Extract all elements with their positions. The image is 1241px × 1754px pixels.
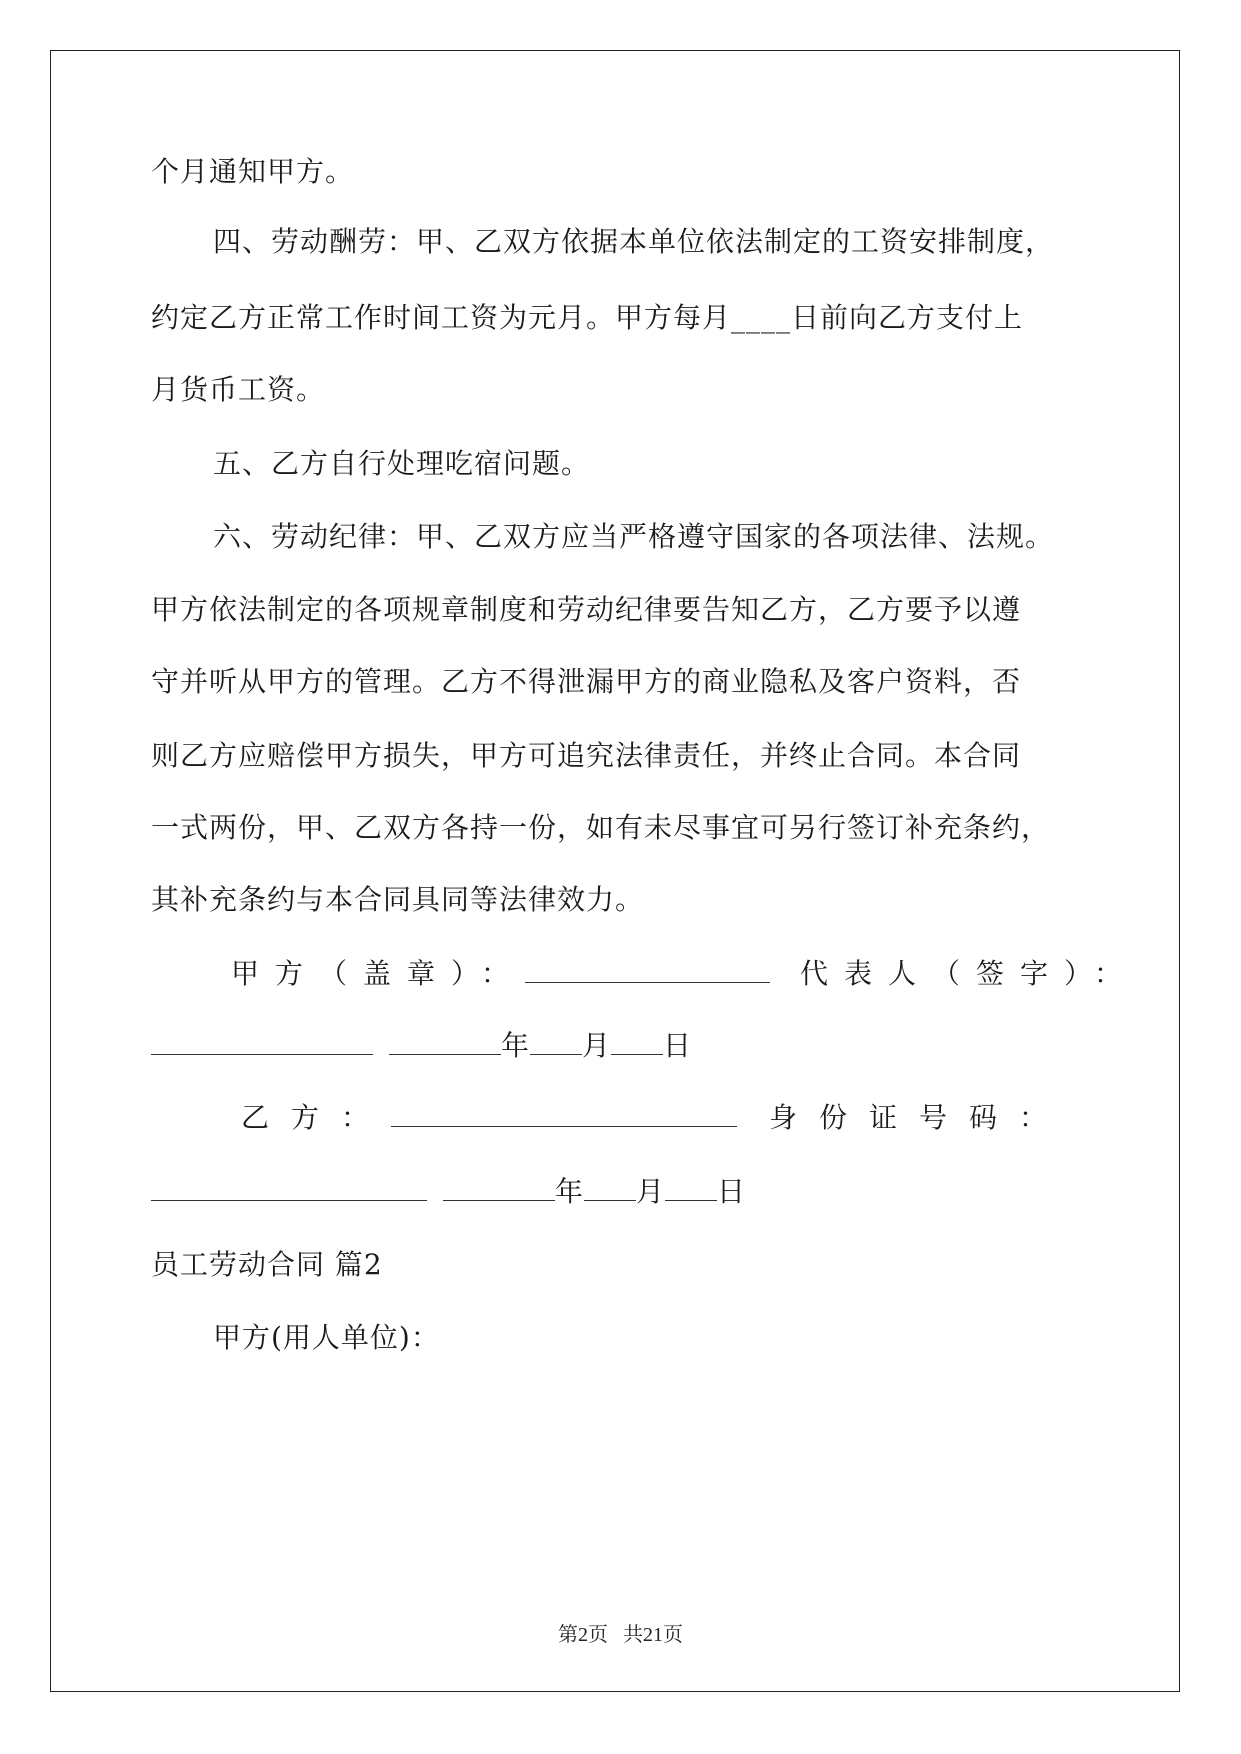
paragraph-line: 六、劳动纪律：甲、乙双方应当严格遵守国家的各项法律、法规。 xyxy=(213,520,1055,553)
paragraph-line: 则乙方应赔偿甲方损失，甲方可追究法律责任，并终止合同。本合同 xyxy=(151,739,1022,772)
paragraph-line: 一式两份，甲、乙双方各持一份，如有未尽事宜可另行签订补充条约， xyxy=(151,811,1051,844)
id-number-label: 身份证号码： xyxy=(769,1101,1070,1134)
date-day-blank xyxy=(611,1028,663,1055)
paragraph-line: 守并听从甲方的管理。乙方不得泄漏甲方的商业隐私及客户资料，否 xyxy=(151,665,1022,698)
signature-a-date-row xyxy=(151,1026,692,1066)
page-number: 第2页 共21页 xyxy=(558,1624,683,1646)
paragraph-line: 四、劳动酬劳：甲、乙双方依据本单位依法制定的工资安排制度， xyxy=(213,225,1055,258)
date-year-blank xyxy=(389,1028,501,1055)
date-month-label: 月 xyxy=(636,1175,666,1208)
page-frame xyxy=(50,50,1180,1692)
party-a-blank xyxy=(525,956,770,983)
paragraph-line: 约定乙方正常工作时间工资为元月。甲方每月____日前向乙方支付上 xyxy=(151,301,1024,334)
date-day-blank xyxy=(665,1174,717,1201)
employer-label: 甲方(用人单位)： xyxy=(213,1321,440,1354)
party-b-label: 乙方： xyxy=(241,1101,392,1134)
paragraph-line: 其补充条约与本合同具同等法律效力。 xyxy=(151,883,645,916)
date-month-label: 月 xyxy=(582,1029,612,1062)
paragraph-line: 月货币工资。 xyxy=(151,373,326,406)
date-day-label: 日 xyxy=(717,1175,747,1208)
signature-a-row xyxy=(231,954,1138,994)
party-b-blank xyxy=(391,1100,737,1127)
representative-blank xyxy=(151,1028,373,1055)
signature-b-row xyxy=(241,1098,1069,1138)
section-title: 员工劳动合同 篇2 xyxy=(151,1248,383,1281)
date-month-blank xyxy=(584,1174,636,1201)
paragraph-line: 甲方依法制定的各项规章制度和劳动纪律要告知乙方，乙方要予以遵 xyxy=(151,593,1022,626)
date-year-blank xyxy=(443,1174,555,1201)
date-year-label: 年 xyxy=(555,1175,585,1208)
date-day-label: 日 xyxy=(663,1029,693,1062)
date-year-label: 年 xyxy=(501,1029,531,1062)
date-month-blank xyxy=(530,1028,582,1055)
paragraph-line: 个月通知甲方。 xyxy=(151,155,355,188)
paragraph-line: 五、乙方自行处理吃宿问题。 xyxy=(213,447,591,480)
representative-label: 代表人（签字）： xyxy=(800,957,1139,990)
id-number-blank xyxy=(151,1174,427,1201)
party-a-label: 甲方（盖章）： xyxy=(231,957,526,990)
signature-b-date-row xyxy=(151,1172,746,1212)
